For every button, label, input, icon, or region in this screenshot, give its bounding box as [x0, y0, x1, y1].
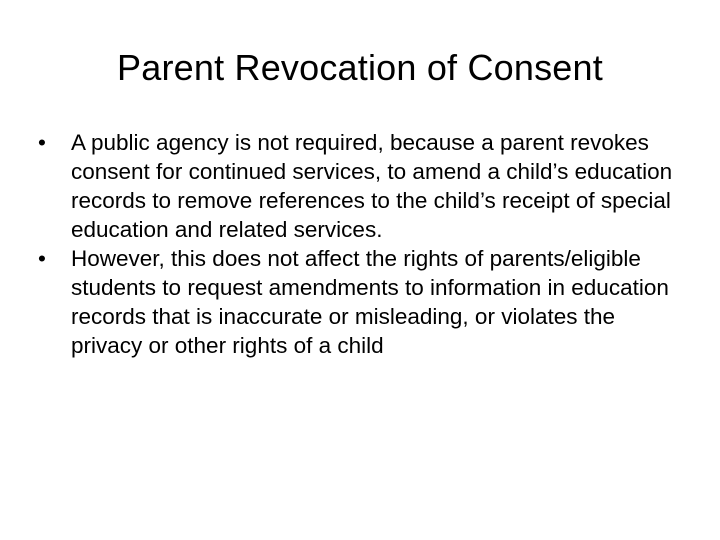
slide-title: Parent Revocation of Consent	[117, 47, 603, 88]
bullet-text: However, this does not affect the rights of parents/eligible students to request amendments to information in education records that is inaccurate or misleading, or violates the privacy or other rights of a child	[71, 246, 669, 358]
bullet-icon: •	[38, 246, 46, 271]
bullet-item	[38, 128, 688, 244]
bullet-icon: •	[38, 130, 46, 155]
bullet-text: A public agency is not required, because a parent revokes consent for continued services, to amend a child’s education records to remove references to the child’s receipt of special education and related services.	[71, 130, 673, 242]
bullet-list	[38, 128, 688, 360]
bullet-item	[38, 244, 688, 360]
